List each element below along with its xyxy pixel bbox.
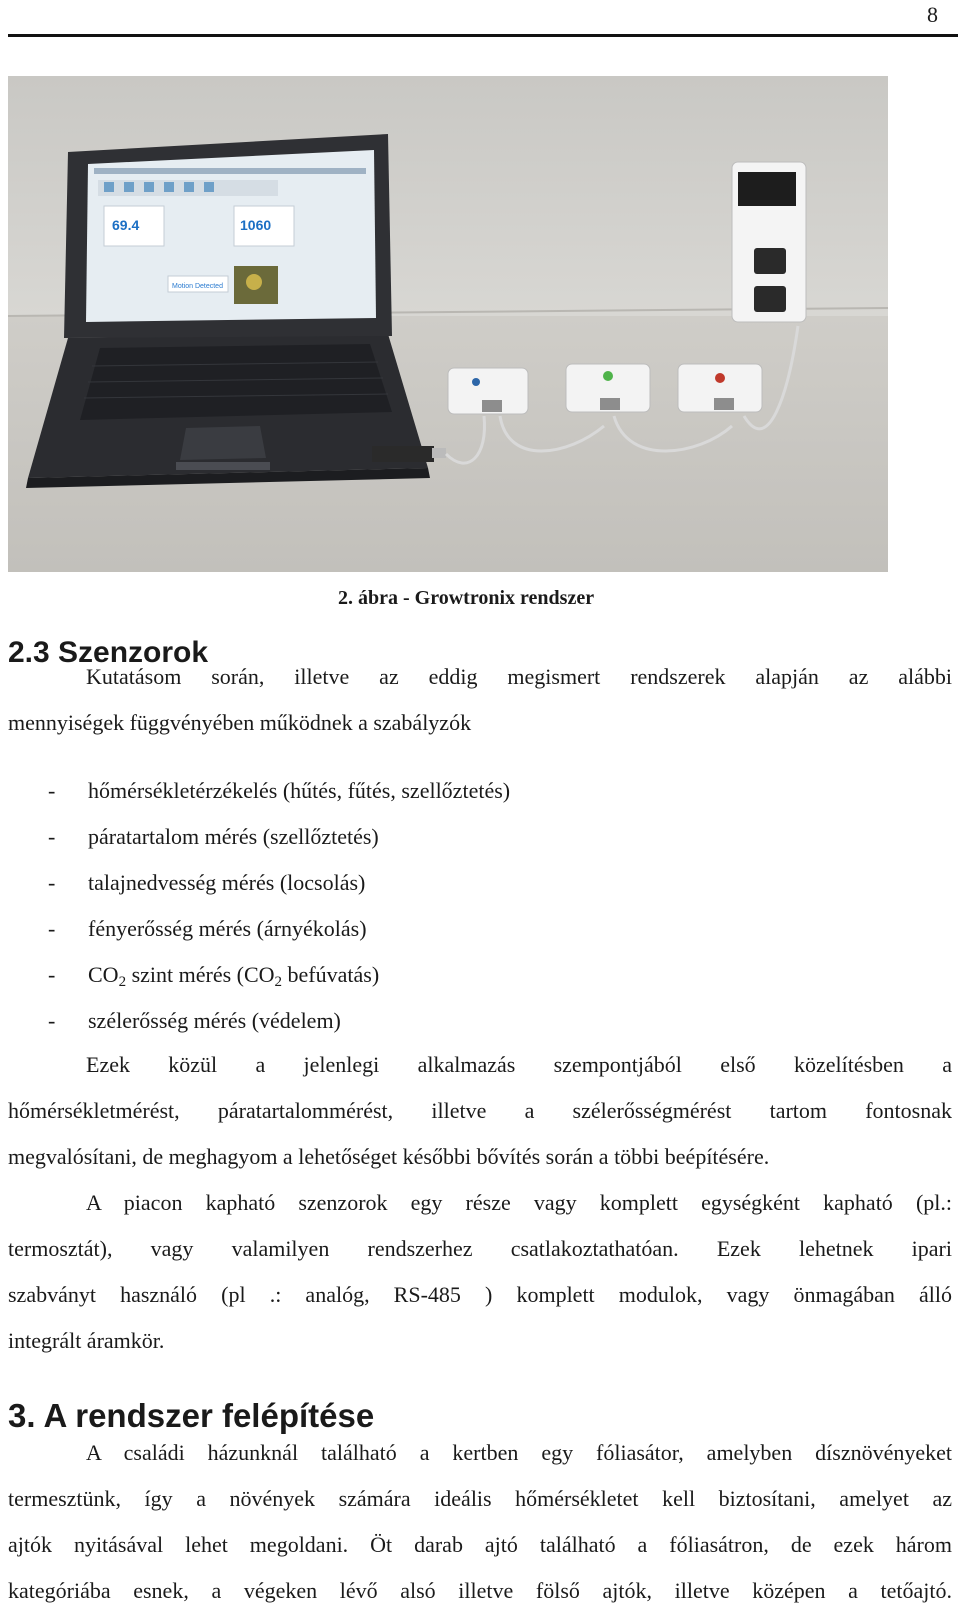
section-3-paragraph [8,1430,952,1614]
section-2-3-intro [8,654,952,746]
list-item [8,814,510,860]
list-item-text: fényerősség mérés (árnyékolás) [88,916,367,941]
list-item-text: szélerősség mérés (védelem) [88,1008,341,1033]
laptop-keyboard [80,344,392,420]
list-item-text: hőmérsékletérzékelés (hűtés, fűtés, szellőztetés) [88,778,511,803]
screen-motion-label: Motion Detected [172,283,223,290]
text-line: megvalósítani, de meghagyom a lehetőséget későbbi bővítés során a többi beépítésére. [8,1144,770,1169]
list-item-text: páratartalom mérés (szellőztetés) [88,824,379,849]
text-line: Kutatásom során, illetve az eddig megismert rendszerek alapján az alábbi [86,664,952,689]
section-2-3-paragraph-1 [8,1042,952,1180]
laptop-touchpad [180,426,266,460]
figure-photo [8,76,888,572]
text-line: A piacon kapható szenzorok egy része vagy komplett egységként kapható (pl.: [86,1190,952,1215]
text-line: termesztünk, így a növények számára ideális hőmérsékletet kell biztosítani, amelyet az [8,1486,952,1511]
list-item-text: $CO_2$ szint mérés ($CO_2$ befúvatás) [88,962,380,990]
text-line: ajtók nyitásával lehet megoldani. Öt darab ajtó található a fóliasátron, de ezek három [8,1532,952,1557]
list-dash: - [48,778,56,803]
header-rule [8,34,958,37]
sensor-module-1 [448,368,528,414]
text-line: hőmérsékletmérést, páratartalommérést, illetve a szélerősségmérést tartom fontosnak [8,1098,952,1123]
text-line: integrált áramkör. [8,1328,165,1353]
list-dash: - [48,1008,56,1033]
figure-caption: 2. ábra - Growtronix rendszer [338,587,595,609]
list-item [8,998,510,1044]
list-dash: - [48,870,56,895]
sensor-module-3 [678,364,762,412]
section-2-3-paragraph-2 [8,1180,952,1364]
list-dash: - [48,824,56,849]
list-dash: - [48,962,56,987]
usb-dongle [372,446,434,462]
page-number: 8 [927,2,938,27]
sensor-module-2 [566,364,650,412]
text-line: termosztát), vagy valamilyen rendszerhez csatlakoztathatóan. Ezek lehetnek ipari [8,1236,952,1261]
screen-value-2: 1060 [240,217,272,233]
measurement-list [8,768,510,1044]
list-item-text: talajnedvesség mérés (locsolás) [88,870,366,895]
list-item [8,906,510,952]
text-line: szabványt használó (pl .: analóg, RS-485 ) komplett modulok, vagy önmagában álló [8,1282,952,1307]
text-line: kategóriába esnek, a végeken lévő alsó illetve fölső ajtók, illetve középen a tetőajtó. [8,1578,952,1603]
screen-value-1: 69.4 [112,217,140,233]
text-line: Ezek közül a jelenlegi alkalmazás szempontjából első közelítésben a [86,1052,952,1077]
text-line: mennyiségek függvényében működnek a szabályzók [8,710,472,735]
list-item [8,952,510,998]
list-item [8,860,510,906]
list-item [8,768,510,814]
text-line: A családi házunknál található a kertben egy fóliasátor, amelyben dísznövényeket [86,1440,952,1465]
section-3-heading: 3. A rendszer felépítése [8,1397,375,1434]
list-dash: - [48,916,56,941]
section-2-3-heading: 2.3 Szenzorok [8,636,209,669]
